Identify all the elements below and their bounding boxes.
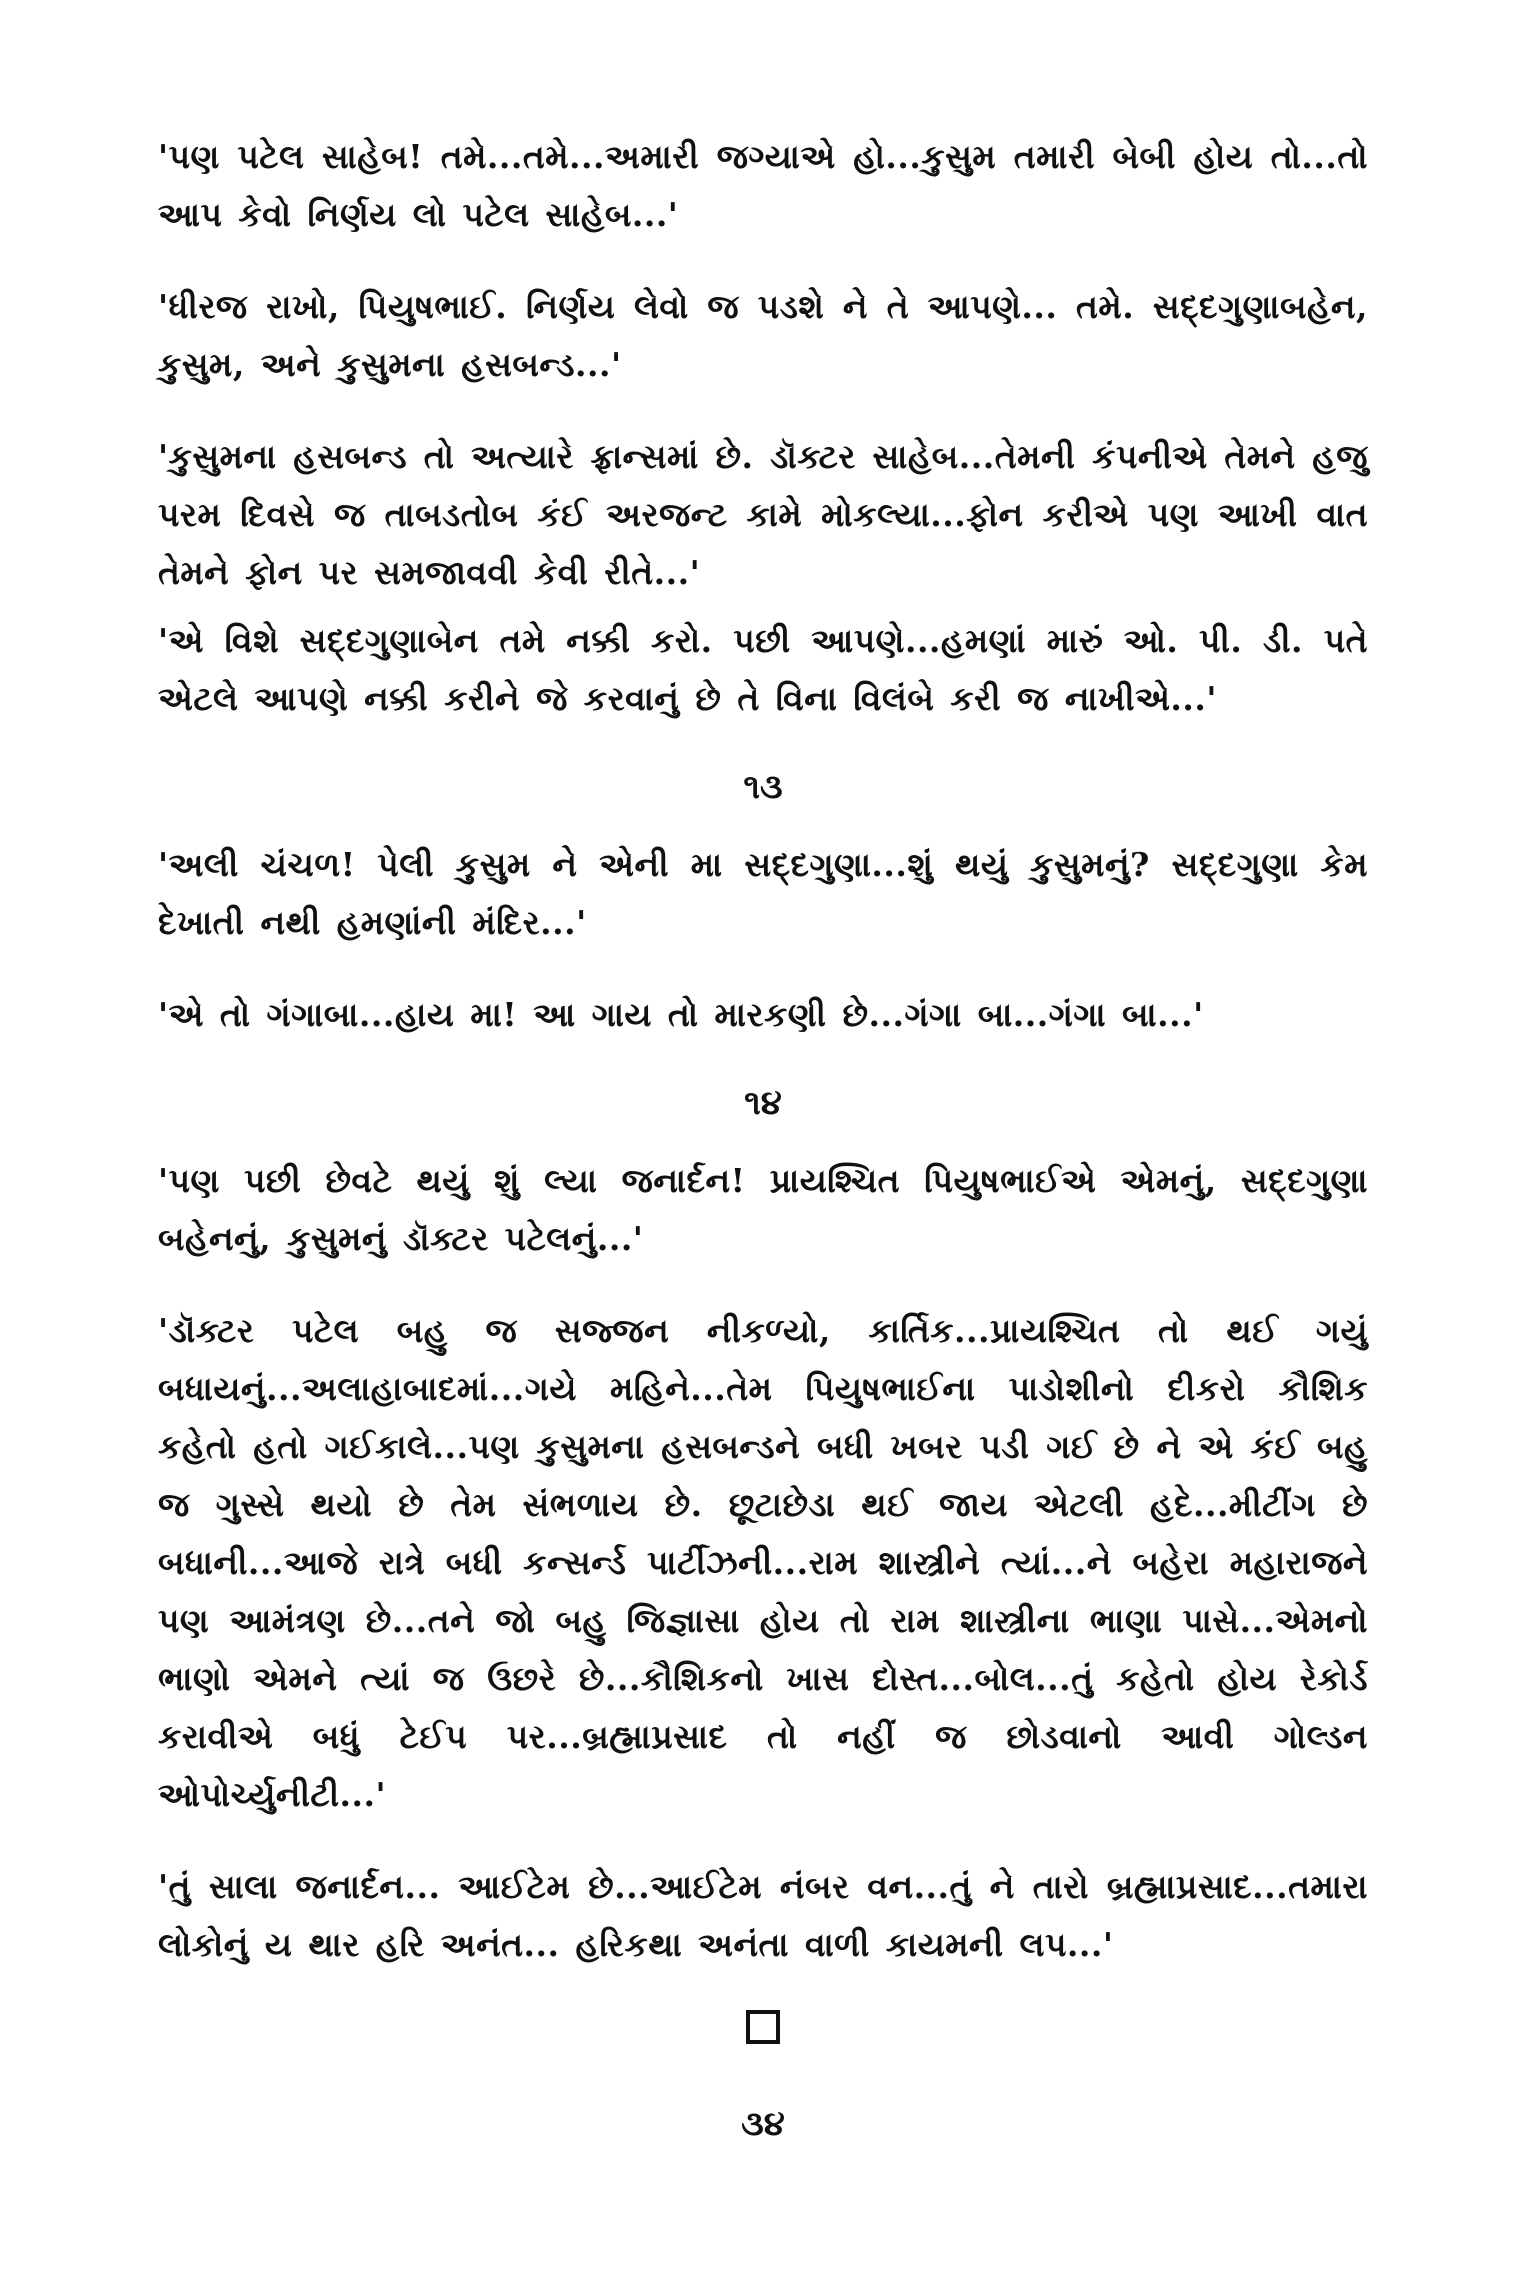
paragraph: 'ડૉક્ટર પટેલ બહુ જ સજ્જન નીકળ્યો, કાર્તિક...પ્રાયશ્ચિત તો થઈ ગયું બધાયનું...અલાહાબાદમાં...ગયે મહિને...તેમ પિયુષભાઈના પાડોશીનો દીકરો કૌશિક કહેતો હતો ગઈકાલે...પણ કુસુમના હસબન્ડને બધી ખબર પડી ગઈ છે ને એ કંઈ બહુ જ ગુસ્સે થયો છે તેમ સંભળાય છે. છૂટાછેડા થઈ જાય એટલી હદે...મીટીંગ છે બધાની...આજે રાત્રે બધી કન્સર્ન્ડ પાર્ટીઝની...રામ શાસ્ત્રીને ત્યાં...ને બહેરા મહારાજને પણ આમંત્રણ છે...તને જો બહુ જિજ્ઞાસા હોય તો રામ શાસ્ત્રીના ભાણા પાસે...એમનો ભાણો એમને ત્યાં જ ઉછરે છે...કૌશિકનો ખાસ દોસ્ત...બોલ...તું કહેતો હોય રેકોર્ડ કરાવીએ બધું ટેઈપ પર...બ્રહ્માપ્રસાદ તો નહીં જ છોડવાનો આવી ગોલ્ડન ઓપોર્ચ્યુનીટી...' [158, 1311, 1368, 1814]
section-number-14: ૧૪ [744, 1083, 782, 1123]
paragraph: 'અલી ચંચળ! પેલી કુસુમ ને એની મા સદ્દગુણા...શું થયું કુસુમનું? સદ્દગુણા કેમ દેખાતી નથી હમણાંની મંદિર...' [158, 845, 1368, 942]
paragraph: 'ધીરજ રાખો, પિયુષભાઈ. નિર્ણય લેવો જ પડશે ને તે આપણે... તમે. સદ્દગુણાબહેન, કુસુમ, અને કુસુમના હસબન્ડ...' [158, 287, 1368, 384]
page-number: ૩૪ [741, 2104, 785, 2144]
paragraph: 'કુસુમના હસબન્ડ તો અત્યારે ફ્રાન્સમાં છે. ડૉક્ટર સાહેબ...તેમની કંપનીએ તેમને હજુ પરમ દિવસે જ તાબડતોબ કંઈ અરજન્ટ કામે મોકલ્યા...ફોન કરીએ પણ આખી વાત તેમને ફોન પર સમજાવવી કેવી રીતે...' [158, 437, 1368, 592]
paragraph: 'તું સાલા જનાર્દન... આઈટેમ છે...આઈટેમ નંબર વન...તું ને તારો બ્રહ્માપ્રસાદ...તમારા લોકોનું ય થાર હરિ અનંત... હરિકથા અનંતા વાળી કાયમની લપ...' [158, 1867, 1368, 1964]
paragraph: 'એ વિશે સદ્દગુણાબેન તમે નક્કી કરો. પછી આપણે...હમણાં મારું ઓ. પી. ડી. પતે એટલે આપણે નક્કી કરીને જે કરવાનું છે તે વિના વિલંબે કરી જ નાખીએ...' [158, 621, 1368, 718]
document-page [158, 128, 1368, 2208]
paragraph: 'પણ પછી છેવટે થયું શું લ્યા જનાર્દન! પ્રાયશ્ચિત પિયુષભાઈએ એમનું, સદ્દગુણા બહેનનું, કુસુમનું ડૉક્ટર પટેલનું...' [158, 1161, 1368, 1258]
end-mark-square-icon [746, 2010, 780, 2044]
paragraph: 'પણ પટેલ સાહેબ! તમે...તમે...અમારી જગ્યાએ હો...કુસુમ તમારી બેબી હોય તો...તો આપ કેવો નિર્ણય લો પટેલ સાહેબ...' [158, 137, 1368, 234]
paragraph: 'એ તો ગંગાબા...હાય મા! આ ગાય તો મારકણી છે...ગંગા બા...ગંગા બા...' [158, 995, 1204, 1034]
section-number-13: ૧૩ [743, 767, 783, 807]
